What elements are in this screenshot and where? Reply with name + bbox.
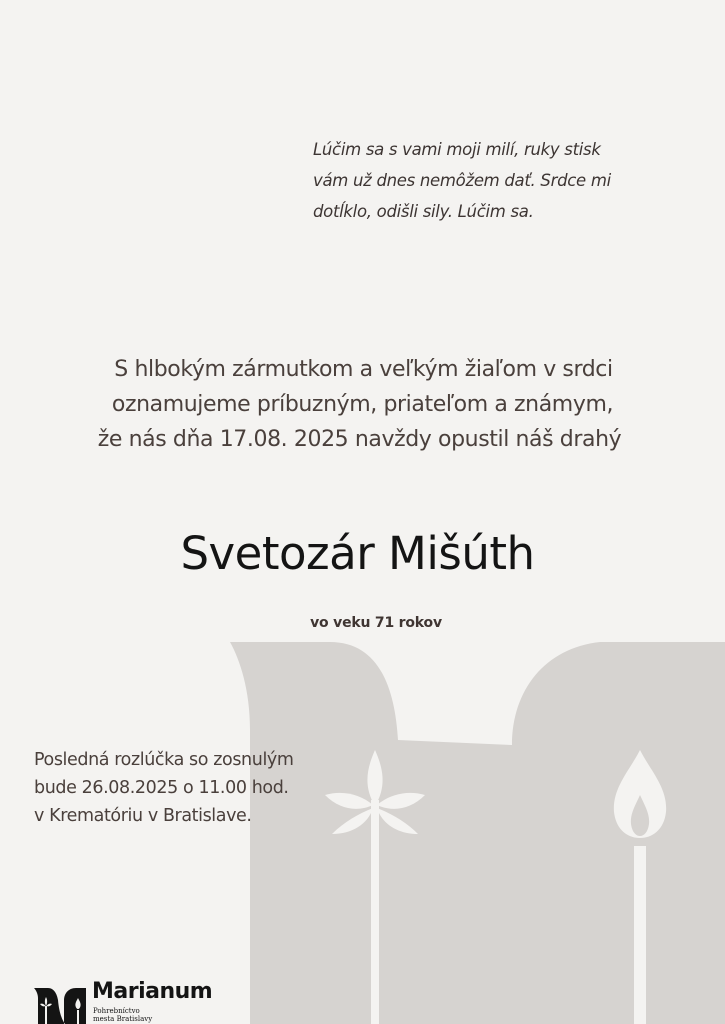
poem-line: Lúčim sa s vami moji milí, ruky stisk <box>313 140 601 159</box>
poem-line: dotĺklo, odišli sily. Lúčim sa. <box>313 202 534 221</box>
logo-subtitle: mesta Bratislavy <box>93 1015 153 1023</box>
poem-line: vám už dnes nemôžem dať. Srdce mi <box>313 171 611 190</box>
marianum-logo-icon <box>34 984 86 1024</box>
funeral-details-line: v Krematóriu v Bratislave. <box>34 806 252 826</box>
funeral-details <box>34 746 354 830</box>
logo-name: Marianum <box>92 979 213 1004</box>
death-announcement <box>0 352 725 457</box>
funeral-details-line: Posledná rozlúčka so zosnulým <box>34 750 294 770</box>
marianum-logo <box>34 978 234 1024</box>
logo-subtitle: Pohrebníctvo <box>93 1007 140 1015</box>
funeral-details-line: bude 26.08.2025 o 11.00 hod. <box>34 778 289 798</box>
announcement-line: oznamujeme príbuzným, priateľom a známym, <box>111 392 614 417</box>
announcement-line: S hlbokým zármutkom a veľkým žiaľom v srdci <box>114 357 613 382</box>
deceased-age: vo veku 71 rokov <box>310 615 442 631</box>
deceased-name: Svetozár Mišúth <box>180 527 535 580</box>
farewell-poem <box>313 134 673 227</box>
announcement-line: že nás dňa 17.08. 2025 navždy opustil náš drahý <box>97 427 622 452</box>
